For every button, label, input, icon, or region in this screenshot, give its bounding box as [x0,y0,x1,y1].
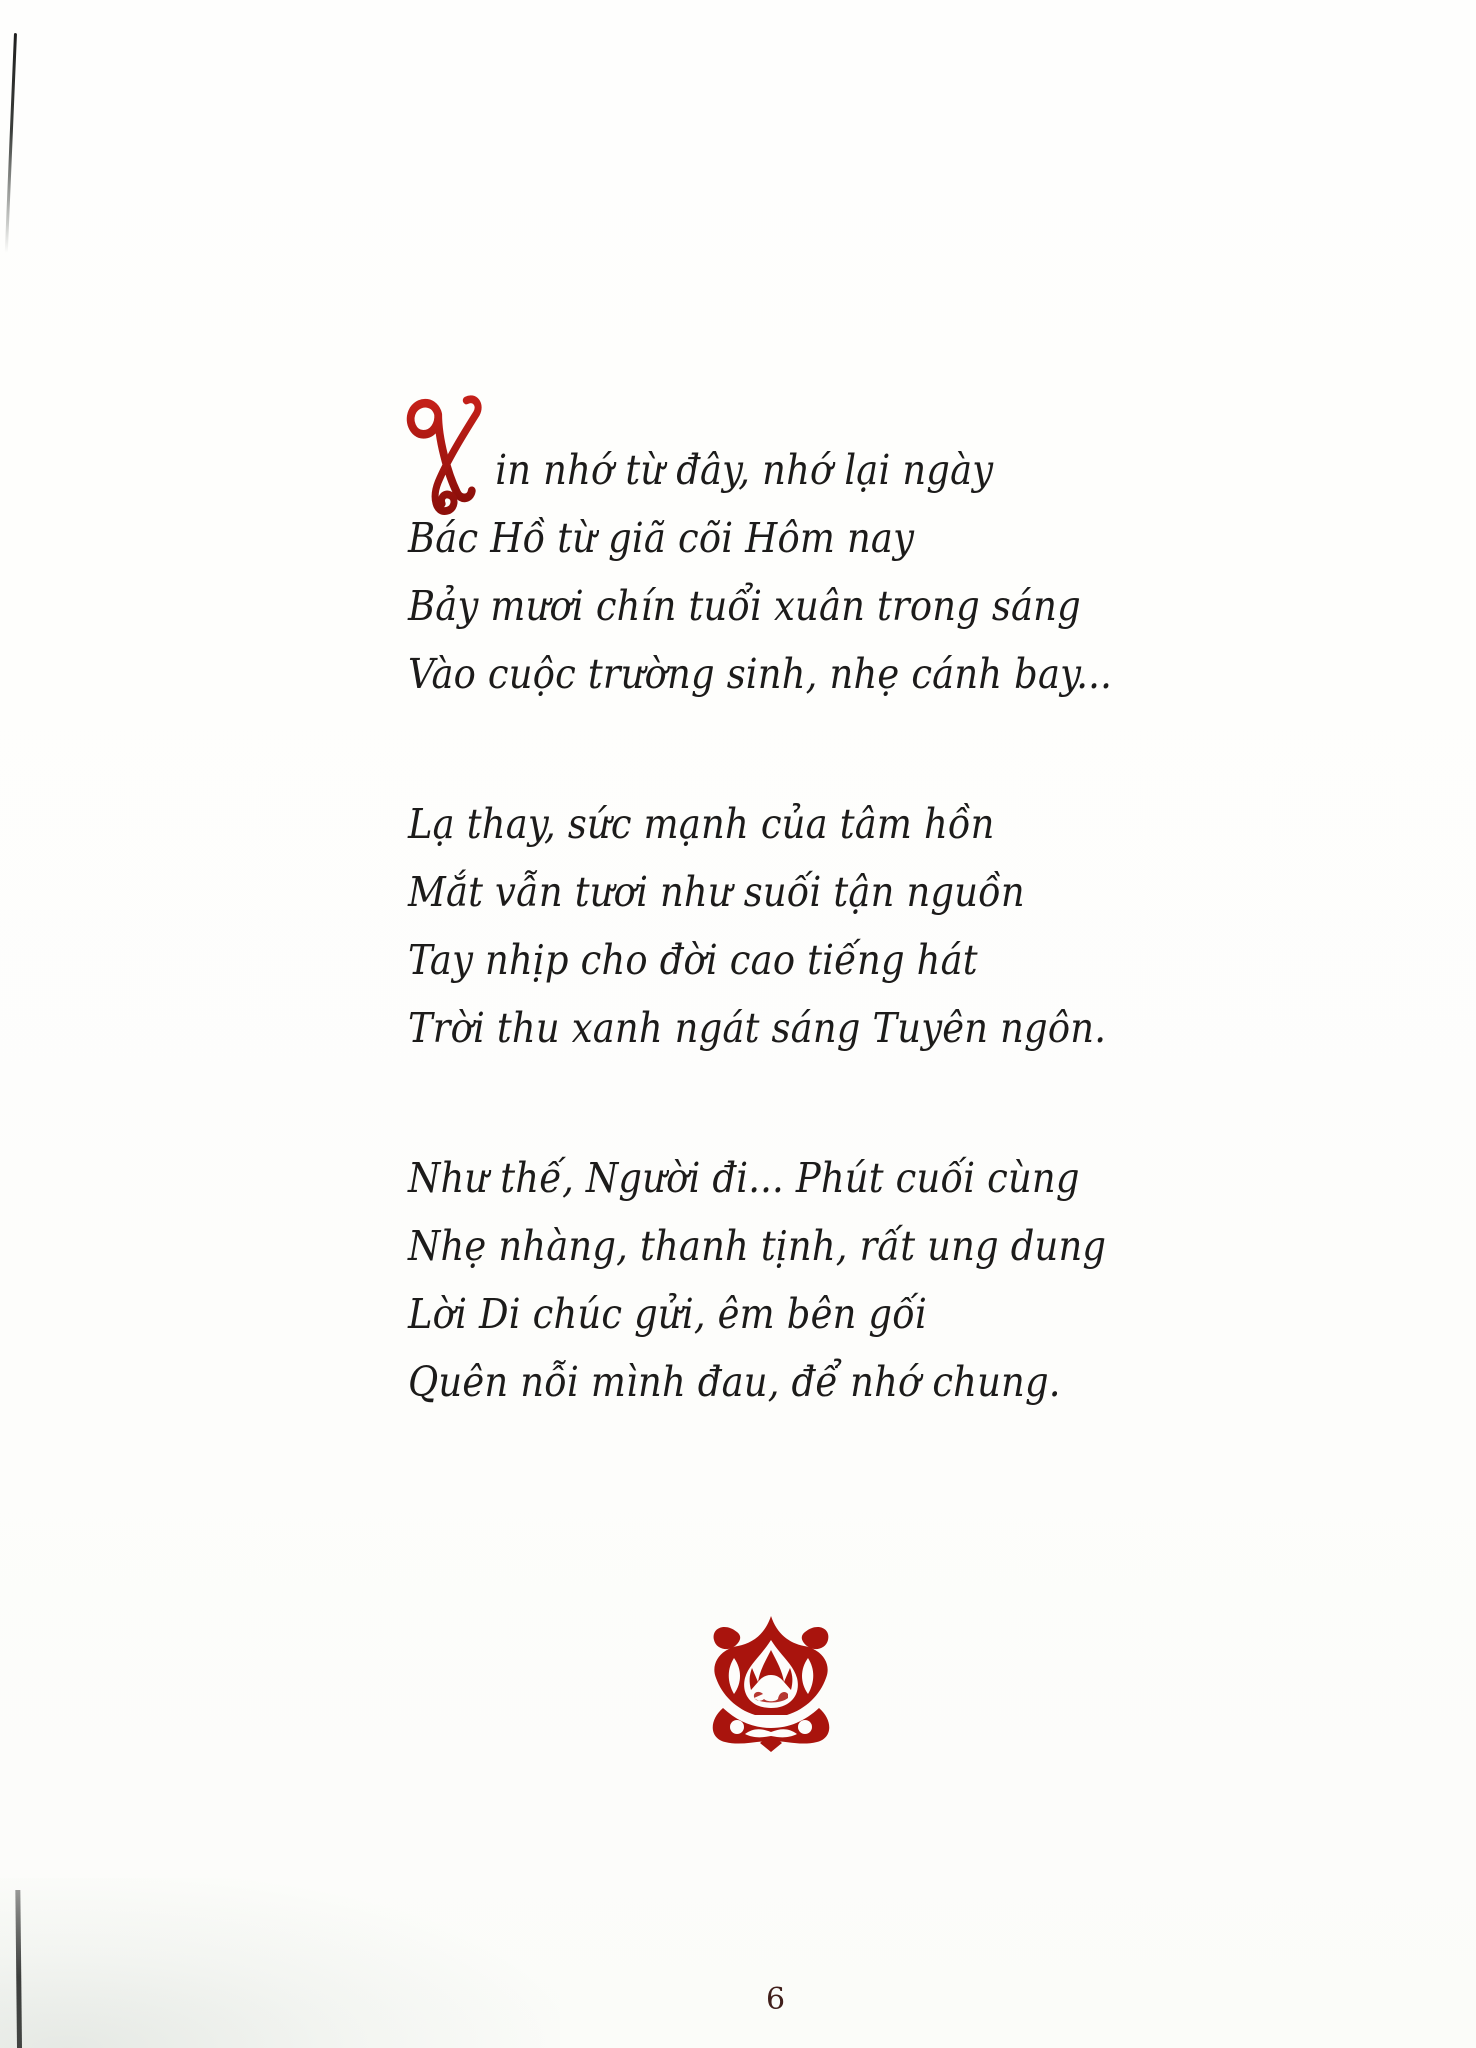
poem-stanza-3 [408,1144,1112,1416]
scan-edge-artifact-top [5,33,17,253]
poem-line: Trời thu xanh ngát sáng Tuyên ngôn. [408,1004,1107,1052]
poem-line: Lời Di chúc gửi, êm bên gối [408,1290,927,1338]
poem-line: Tay nhịp cho đời cao tiếng hát [408,936,978,984]
poem-text-block [408,436,1112,1498]
poem-line: Như thế, Người đi... Phút cuối cùng [408,1154,1080,1202]
page-number: 6 [765,1982,787,2017]
poem-line [408,436,1112,504]
poem-stanza-1 [408,436,1112,708]
poem-line: Vào cuộc trường sinh, nhẹ cánh bay... [408,650,1112,698]
poem-line-text: in nhớ từ đây, nhớ lại ngày [495,446,994,494]
poem-line: Nhẹ nhàng, thanh tịnh, rất ung dung [408,1222,1107,1270]
poem-stanza-2 [408,790,1112,1062]
poem-line: Bảy mươi chín tuổi xuân trong sáng [408,582,1081,630]
poem-line: Bác Hồ từ giã cõi Hôm nay [408,514,915,562]
poem-line: Quên nỗi mình đau, để nhớ chung. [408,1358,1061,1406]
drop-cap-letter-x [399,390,484,516]
poem-line: Mắt vẫn tươi như suối tận nguồn [408,868,1025,916]
poem-line: Lạ thay, sức mạnh của tâm hồn [408,800,995,848]
scan-corner-shading [0,1878,560,2048]
lotus-ornament-icon [701,1610,841,1752]
